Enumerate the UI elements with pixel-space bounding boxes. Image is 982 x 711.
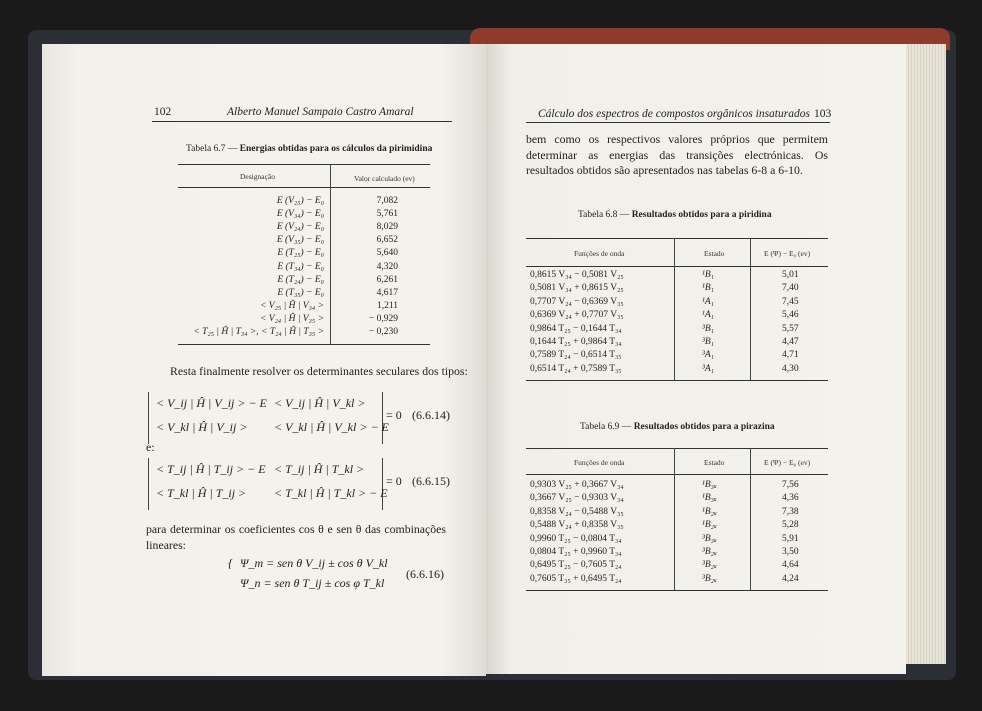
table-cell-wave: 0,6369 V₂₄ + 0,7707 V₃₅: [530, 310, 624, 321]
equation-label: (6.6.16): [406, 567, 444, 581]
table-cell-value: − 0,230: [368, 327, 398, 337]
table-cell-state: ¹B₃ᵤ: [702, 493, 717, 504]
col-header: Funções de onda: [574, 249, 625, 258]
table-cell-designation: E (V₂₄) − E₀: [276, 222, 324, 233]
table-cell-energy: 4,47: [782, 337, 799, 347]
table-cell-wave: 0,0804 T₂₅ + 0,9960 T₃₄: [530, 547, 622, 557]
table-cell-energy: 4,64: [782, 560, 799, 571]
table-cell-energy: 7,56: [782, 480, 799, 490]
table-cell-energy: 4,36: [782, 493, 799, 504]
table-cell-wave: 0,9864 T₂₅ − 0,1644 T₃₄: [530, 323, 622, 334]
det-bar: [148, 458, 149, 510]
col-header: Estado: [704, 458, 725, 467]
table-cell-designation: < T₂₅ | Ĥ | T₃₄ >, < T₂₄ | Ĥ | T₃₅ >: [193, 327, 324, 337]
table-cell-value: 6,261: [376, 274, 398, 285]
table-rule: [526, 238, 828, 239]
table-6-8-caption: Tabela 6.8 — Resultados obtidos para a piridina: [578, 210, 772, 220]
det-entry: < V_kl | Ĥ | V_kl > − E: [274, 420, 389, 434]
table-cell-value: 1,211: [376, 300, 398, 311]
table-cell-value: 4,320: [376, 261, 398, 272]
table-vline: [674, 448, 675, 590]
equation-line: Ψ_m = sen θ V_ij ± cos θ V_kl: [240, 556, 388, 570]
det-entry: < V_ij | Ĥ | V_ij > − E: [156, 396, 267, 410]
running-head: Alberto Manuel Sampaio Castro Amaral: [227, 106, 414, 118]
table-cell-wave: 0,9960 T₂₅ − 0,0804 T₃₄: [530, 533, 622, 544]
table-rule: [178, 187, 430, 188]
table-cell-value: 5,761: [376, 209, 398, 220]
table-cell-state: ¹B₁: [702, 283, 714, 294]
table-cell-energy: 5,28: [782, 520, 799, 531]
table-rule: [178, 164, 430, 165]
col-header: Valor calculado (ev): [354, 174, 415, 183]
table-cell-state: ³B₃ᵤ: [702, 533, 717, 544]
col-header: Estado: [704, 249, 725, 258]
det-entry: < T_kl | Ĥ | T_kl > − E: [274, 486, 388, 500]
paragraph: para determinar os coeficientes cos θ e sen θ das combinações lineares:: [146, 522, 446, 552]
det-entry: < V_kl | Ĥ | V_ij >: [156, 420, 248, 434]
det-entry: < T_kl | Ĥ | T_ij >: [156, 486, 247, 500]
table-cell-energy: 5,01: [782, 270, 799, 280]
table-cell-designation: E (V₂₅) − E₀: [276, 196, 324, 206]
table-cell-energy: 5,91: [782, 533, 799, 544]
table-cell-designation: E (V₃₄) − E₀: [276, 209, 324, 220]
table-cell-state: ³B₁: [702, 323, 714, 334]
table-vline: [750, 448, 751, 590]
det-entry: < T_ij | Ĥ | T_ij > − E: [156, 462, 266, 476]
e-label: e:: [146, 440, 155, 454]
table-rule: [526, 266, 828, 267]
table-cell-value: − 0,929: [368, 313, 398, 324]
table-cell-wave: 0,7707 V₂₄ − 0,6369 V₃₅: [530, 296, 624, 307]
col-header: E (Ψ) − E₀ (ev): [764, 458, 811, 467]
table-cell-wave: 0,5081 V₃₄ + 0,8615 V₂₅: [530, 283, 624, 294]
table-cell-state: ¹A₁: [702, 296, 714, 307]
table-cell-state: ³B₂ᵤ: [702, 573, 717, 584]
table-cell-state: ³A₁: [702, 363, 714, 374]
table-cell-energy: 7,40: [782, 283, 799, 294]
table-cell-designation: < V₂₅ | Ĥ | V₃₄ >: [260, 300, 324, 311]
det-entry: < V_ij | Ĥ | V_kl >: [274, 396, 366, 410]
table-cell-wave: 0,6514 T₂₄ + 0,7589 T₃₅: [530, 363, 622, 374]
running-head: Cálculo dos espectros de compostos orgânicos insaturados: [538, 108, 810, 120]
table-cell-wave: 0,3667 V₂₅ − 0,9303 V₃₄: [530, 493, 624, 504]
table-cell-wave: 0,5488 V₂₄ + 0,8358 V₃₅: [530, 520, 624, 531]
table-cell-energy: 4,24: [782, 573, 799, 584]
table-cell-state: ³B₁: [702, 337, 714, 347]
table-cell-wave: 0,8615 V₃₄ − 0,5081 V₂₅: [530, 270, 624, 280]
equation-label: (6.6.14): [412, 408, 450, 422]
table-cell-designation: E (T₂₅) − E₀: [277, 248, 324, 259]
table-cell-wave: 0,7589 T₂₄ − 0,6514 T₃₅: [530, 350, 622, 361]
header-rule: [526, 122, 830, 123]
page-stack-edge: [900, 44, 946, 664]
page-number: 103: [814, 108, 832, 120]
table-cell-designation: < V₂₄ | Ĥ | V₃₅ >: [260, 313, 324, 324]
table-rule: [526, 380, 828, 381]
col-header: Funções de onda: [574, 458, 625, 467]
table-rule: [178, 344, 430, 345]
table-cell-value: 4,617: [376, 287, 398, 298]
det-bar: [148, 392, 149, 444]
table-cell-energy: 4,30: [782, 363, 799, 374]
det-rhs: = 0: [386, 474, 402, 488]
det-bar: [382, 458, 383, 510]
table-cell-wave: 0,6495 T₂₅ − 0,7605 T₂₄: [530, 560, 622, 571]
paragraph: bem como os respectivos valores próprios que permitem determinar as energias das transições electrónicas. Os resultados obtidos são apresentados nas tabelas 6-8 a 6-10.: [526, 132, 828, 177]
table-cell-state: ¹B₁: [702, 270, 714, 280]
table-cell-wave: 0,8358 V₂₄ − 0,5488 V₃₅: [530, 506, 624, 517]
table-cell-state: ¹B₂ᵤ: [702, 520, 717, 531]
table-cell-state: ¹B₂ᵤ: [702, 506, 717, 517]
table-cell-energy: 5,46: [782, 310, 799, 321]
table-cell-value: 6,652: [376, 235, 398, 246]
page-number: 102: [154, 106, 172, 118]
table-rule: [526, 448, 828, 449]
table-cell-designation: E (V₃₅) − E₀: [276, 235, 324, 246]
table-cell-state: ³B₂ᵤ: [702, 560, 717, 571]
equation-label: (6.6.15): [412, 474, 450, 488]
brace: {: [228, 556, 233, 570]
table-cell-state: ³A₁: [702, 350, 714, 361]
table-vline: [750, 238, 751, 380]
table-cell-designation: E (T₃₅) − E₀: [277, 287, 324, 298]
left-page: [42, 44, 486, 676]
table-cell-designation: E (T₂₄) − E₀: [277, 274, 324, 285]
table-vline: [674, 238, 675, 380]
table-6-9-caption: Tabela 6.9 — Resultados obtidos para a pirazina: [580, 422, 775, 432]
table-cell-wave: 0,1644 T₂₅ + 0,9864 T₃₄: [530, 337, 622, 347]
table-cell-value: 7,082: [376, 196, 398, 206]
right-page: [486, 44, 906, 674]
table-rule: [526, 474, 828, 475]
header-rule: [152, 121, 452, 122]
table-6-7-caption: Tabela 6.7 — Energias obtidas para os cálculos da pirimidina: [186, 144, 433, 154]
det-bar: [382, 392, 383, 444]
table-cell-value: 8,029: [376, 222, 398, 233]
table-cell-state: ¹B₃ᵤ: [702, 480, 717, 490]
table-cell-value: 5,640: [376, 248, 398, 259]
table-cell-energy: 4,71: [782, 350, 799, 361]
table-cell-wave: 0,9303 V₂₅ + 0,3667 V₃₄: [530, 480, 624, 490]
table-vline: [330, 164, 331, 344]
table-cell-energy: 7,38: [782, 506, 799, 517]
paragraph: Resta finalmente resolver os determinantes seculares dos tipos:: [170, 364, 468, 378]
table-cell-energy: 7,45: [782, 296, 799, 307]
table-cell-state: ¹A₁: [702, 310, 714, 321]
det-entry: < T_ij | Ĥ | T_kl >: [274, 462, 365, 476]
equation-line: Ψ_n = sen θ T_ij ± cos φ T_kl: [240, 576, 385, 590]
table-cell-wave: 0,7605 T₃₅ + 0,6495 T₂₄: [530, 573, 622, 584]
table-cell-designation: E (T₃₄) − E₀: [277, 261, 324, 272]
table-cell-energy: 3,50: [782, 547, 799, 557]
table-cell-energy: 5,57: [782, 323, 799, 334]
col-header: Designação: [240, 172, 275, 181]
table-cell-state: ³B₂ᵤ: [702, 547, 717, 557]
det-rhs: = 0: [386, 408, 402, 422]
table-rule: [526, 590, 828, 591]
col-header: E (Ψ) − E₀ (ev): [764, 249, 811, 258]
